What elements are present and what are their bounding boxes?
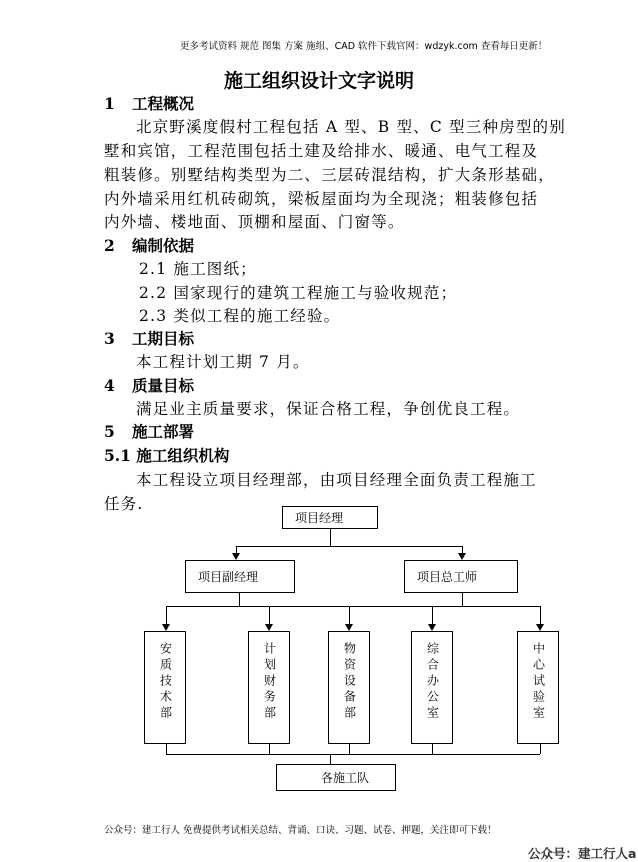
section-3-heading xyxy=(104,327,194,349)
section-1-line-5: 内外墙、楼地面、顶棚和屋面、门窗等。 xyxy=(104,213,405,231)
section-1-title: 工程概况 xyxy=(132,94,195,113)
section-5-1-heading: 5.1 施工组织机构 xyxy=(104,446,230,465)
arrow-to-dept-3 xyxy=(345,624,353,631)
connector-top-vertical xyxy=(330,529,331,546)
section-5-1-line-2: 任务. xyxy=(104,495,144,513)
connector-deputy-left-down xyxy=(239,593,240,606)
section-1-number: 1 xyxy=(104,94,115,113)
section-2-item-3: 2.3 类似工程的施工经验。 xyxy=(139,307,341,325)
arrow-to-dept-5 xyxy=(536,624,544,631)
footer-note: 公众号：建工行人 免费提供考试相关总结、背诵、口诀、习题、试卷、押题，关注即可下载！ xyxy=(104,825,497,836)
section-4-heading xyxy=(104,374,194,396)
connector-deputy-right-down xyxy=(462,593,463,606)
org-label-construction-teams: 各施工队 xyxy=(321,771,370,785)
arrow-to-dept-1 xyxy=(162,624,170,631)
section-1-line-2: 墅和宾馆，工程范围包括土建及给排水、暖通、电气工程及 xyxy=(104,142,539,160)
section-3-number: 3 xyxy=(104,329,115,348)
connector-dept-4 xyxy=(432,606,433,625)
section-1-line-1: 北京野溪度假村工程包括 A 型、B 型、C 型三种房型的别 xyxy=(136,118,566,136)
arrow-to-deputy-right xyxy=(458,553,466,560)
org-box-chief-engineer xyxy=(404,560,518,593)
connector-dept-1 xyxy=(166,606,167,625)
section-1-heading xyxy=(104,92,194,114)
org-label-dept-5: 中心试验室 xyxy=(531,642,546,722)
section-4-number: 4 xyxy=(104,376,115,395)
connector-dept-3 xyxy=(349,606,350,625)
section-1-line-3: 粗装修。别墅结构类型为二、三层砖混结构，扩大条形基础， xyxy=(104,166,555,184)
connector-dept-5-down xyxy=(540,744,541,754)
org-label-dept-2: 计划财务部 xyxy=(262,642,277,722)
section-2-number: 2 xyxy=(104,236,115,255)
connector-to-bottom xyxy=(330,754,331,764)
org-box-dept-1 xyxy=(144,631,186,744)
org-label-chief-engineer: 项目总工师 xyxy=(417,570,478,584)
document-title: 施工组织设计文字说明 xyxy=(223,70,414,92)
section-2-heading xyxy=(104,234,194,256)
section-5-number: 5 xyxy=(104,422,115,441)
org-label-deputy-manager: 项目副经理 xyxy=(198,570,259,584)
arrow-to-deputy-left xyxy=(232,553,240,560)
section-5-1-line-1: 本工程设立项目经理部，由项目经理全面负责工程施工 xyxy=(136,471,537,489)
header-note: 更多考试资料 规范 图集 方案 施组、CAD 软件下载官网：wdzyk.com 查看每日更新！ xyxy=(180,41,548,52)
connector-dept-3-down xyxy=(349,744,350,754)
section-5-heading xyxy=(104,420,194,442)
org-box-dept-4 xyxy=(411,631,453,744)
section-3-text: 本工程计划工期 7 月。 xyxy=(136,353,310,371)
section-5-title: 施工部署 xyxy=(132,422,195,441)
org-label-dept-3: 物资设备部 xyxy=(342,642,357,722)
section-2-item-2: 2.2 国家现行的建筑工程施工与验收规范； xyxy=(139,284,458,302)
org-label-dept-1: 安质技术部 xyxy=(158,642,173,722)
connector-dept-2-down xyxy=(269,744,270,754)
org-box-construction-teams xyxy=(276,764,396,791)
connector-dept-5 xyxy=(540,606,541,625)
connector-deputy-horizontal xyxy=(236,546,462,547)
connector-dept-2 xyxy=(269,606,270,625)
section-2-title: 编制依据 xyxy=(132,236,195,255)
watermark-text: 公众号：建工行人a xyxy=(528,846,637,861)
arrow-to-dept-2 xyxy=(265,624,273,631)
connector-dept-1-down xyxy=(166,744,167,754)
section-3-title: 工期目标 xyxy=(132,329,195,348)
arrow-to-dept-4 xyxy=(428,624,436,631)
org-box-dept-5 xyxy=(517,631,559,744)
org-label-dept-4: 综合办公室 xyxy=(425,642,440,722)
org-box-dept-2 xyxy=(248,631,290,744)
org-box-project-manager xyxy=(282,506,378,529)
section-2-item-1: 2.1 施工图纸； xyxy=(139,260,257,278)
section-4-title: 质量目标 xyxy=(132,376,195,395)
connector-bottom-horizontal xyxy=(166,754,540,755)
section-1-line-4: 内外墙采用红机砖砌筑，梁板屋面均为全现浇；粗装修包括 xyxy=(104,190,539,208)
section-4-text: 满足业主质量要求，保证合格工程，争创优良工程。 xyxy=(136,400,521,418)
org-label-project-manager: 项目经理 xyxy=(295,511,344,525)
org-box-dept-3 xyxy=(328,631,370,744)
connector-dept-horizontal xyxy=(166,606,540,607)
org-box-deputy-manager xyxy=(185,560,295,593)
connector-dept-4-down xyxy=(432,744,433,754)
